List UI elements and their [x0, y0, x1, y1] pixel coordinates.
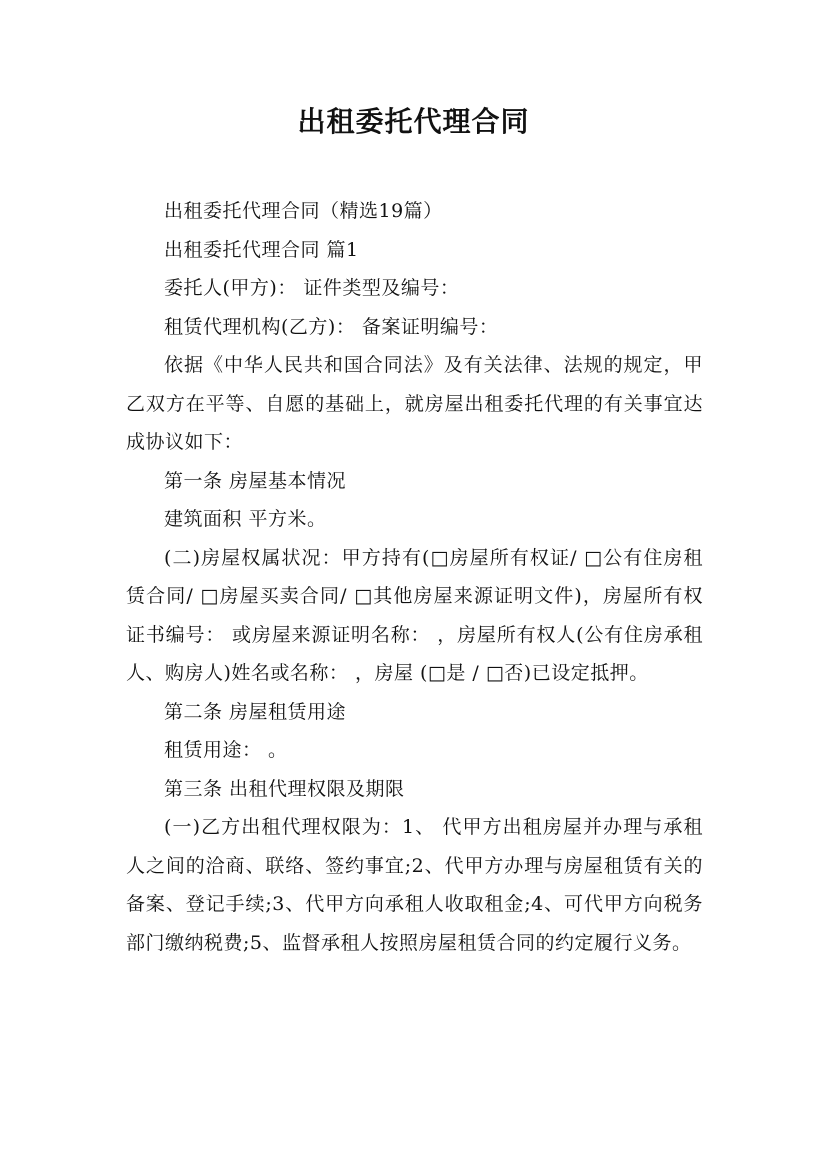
document-title: 出租委托代理合同	[297, 105, 530, 138]
article-2-heading: 第二条 房屋租赁用途	[164, 700, 347, 723]
paragraph-lease-purpose: 租赁用途： 。	[164, 739, 288, 761]
article-3-heading: 第三条 出租代理权限及期限	[164, 777, 405, 800]
article-1-heading: 第一条 房屋基本情况	[164, 469, 347, 492]
paragraph-agency-authority: (一)乙方出租代理权限为：1、 代甲方出租房屋并办理与承租人之间的洽商、联络、签约事宜;2、代甲方办理与房屋租赁有关的备案、登记手续;3、代甲方向承租人收取租金;4、可代甲方向税务部门缴纳税费;5、监督承租人按照房屋租赁合同的约定履行义务。	[126, 816, 703, 954]
paragraph-building-area: 建筑面积 平方米。	[164, 508, 327, 530]
paragraph-party-a: 委托人(甲方)： 证件类型及编号：	[164, 277, 460, 299]
paragraph-subtitle: 出租委托代理合同（精选19篇）	[164, 200, 443, 222]
paragraph-section-heading: 出租委托代理合同 篇1	[164, 238, 359, 261]
paragraph-preamble: 依据《中华人民共和国合同法》及有关法律、法规的规定，甲乙双方在平等、自愿的基础上，就房屋出租委托代理的有关事宜达成协议如下：	[126, 354, 703, 453]
paragraph-party-b: 租赁代理机构(乙方)： 备案证明编号：	[164, 315, 499, 338]
paragraph-ownership-status: (二)房屋权属状况：甲方持有(□房屋所有权证/ □公有住房租赁合同/ □房屋买卖合同/ □其他房屋来源证明文件)，房屋所有权证书编号： 或房屋来源证明名称： ，房屋所有权人(公有住房承租人、购房人)姓名或名称： ，房屋 (□是 / □否)已设定抵押。	[126, 546, 703, 684]
document-body	[126, 192, 703, 962]
